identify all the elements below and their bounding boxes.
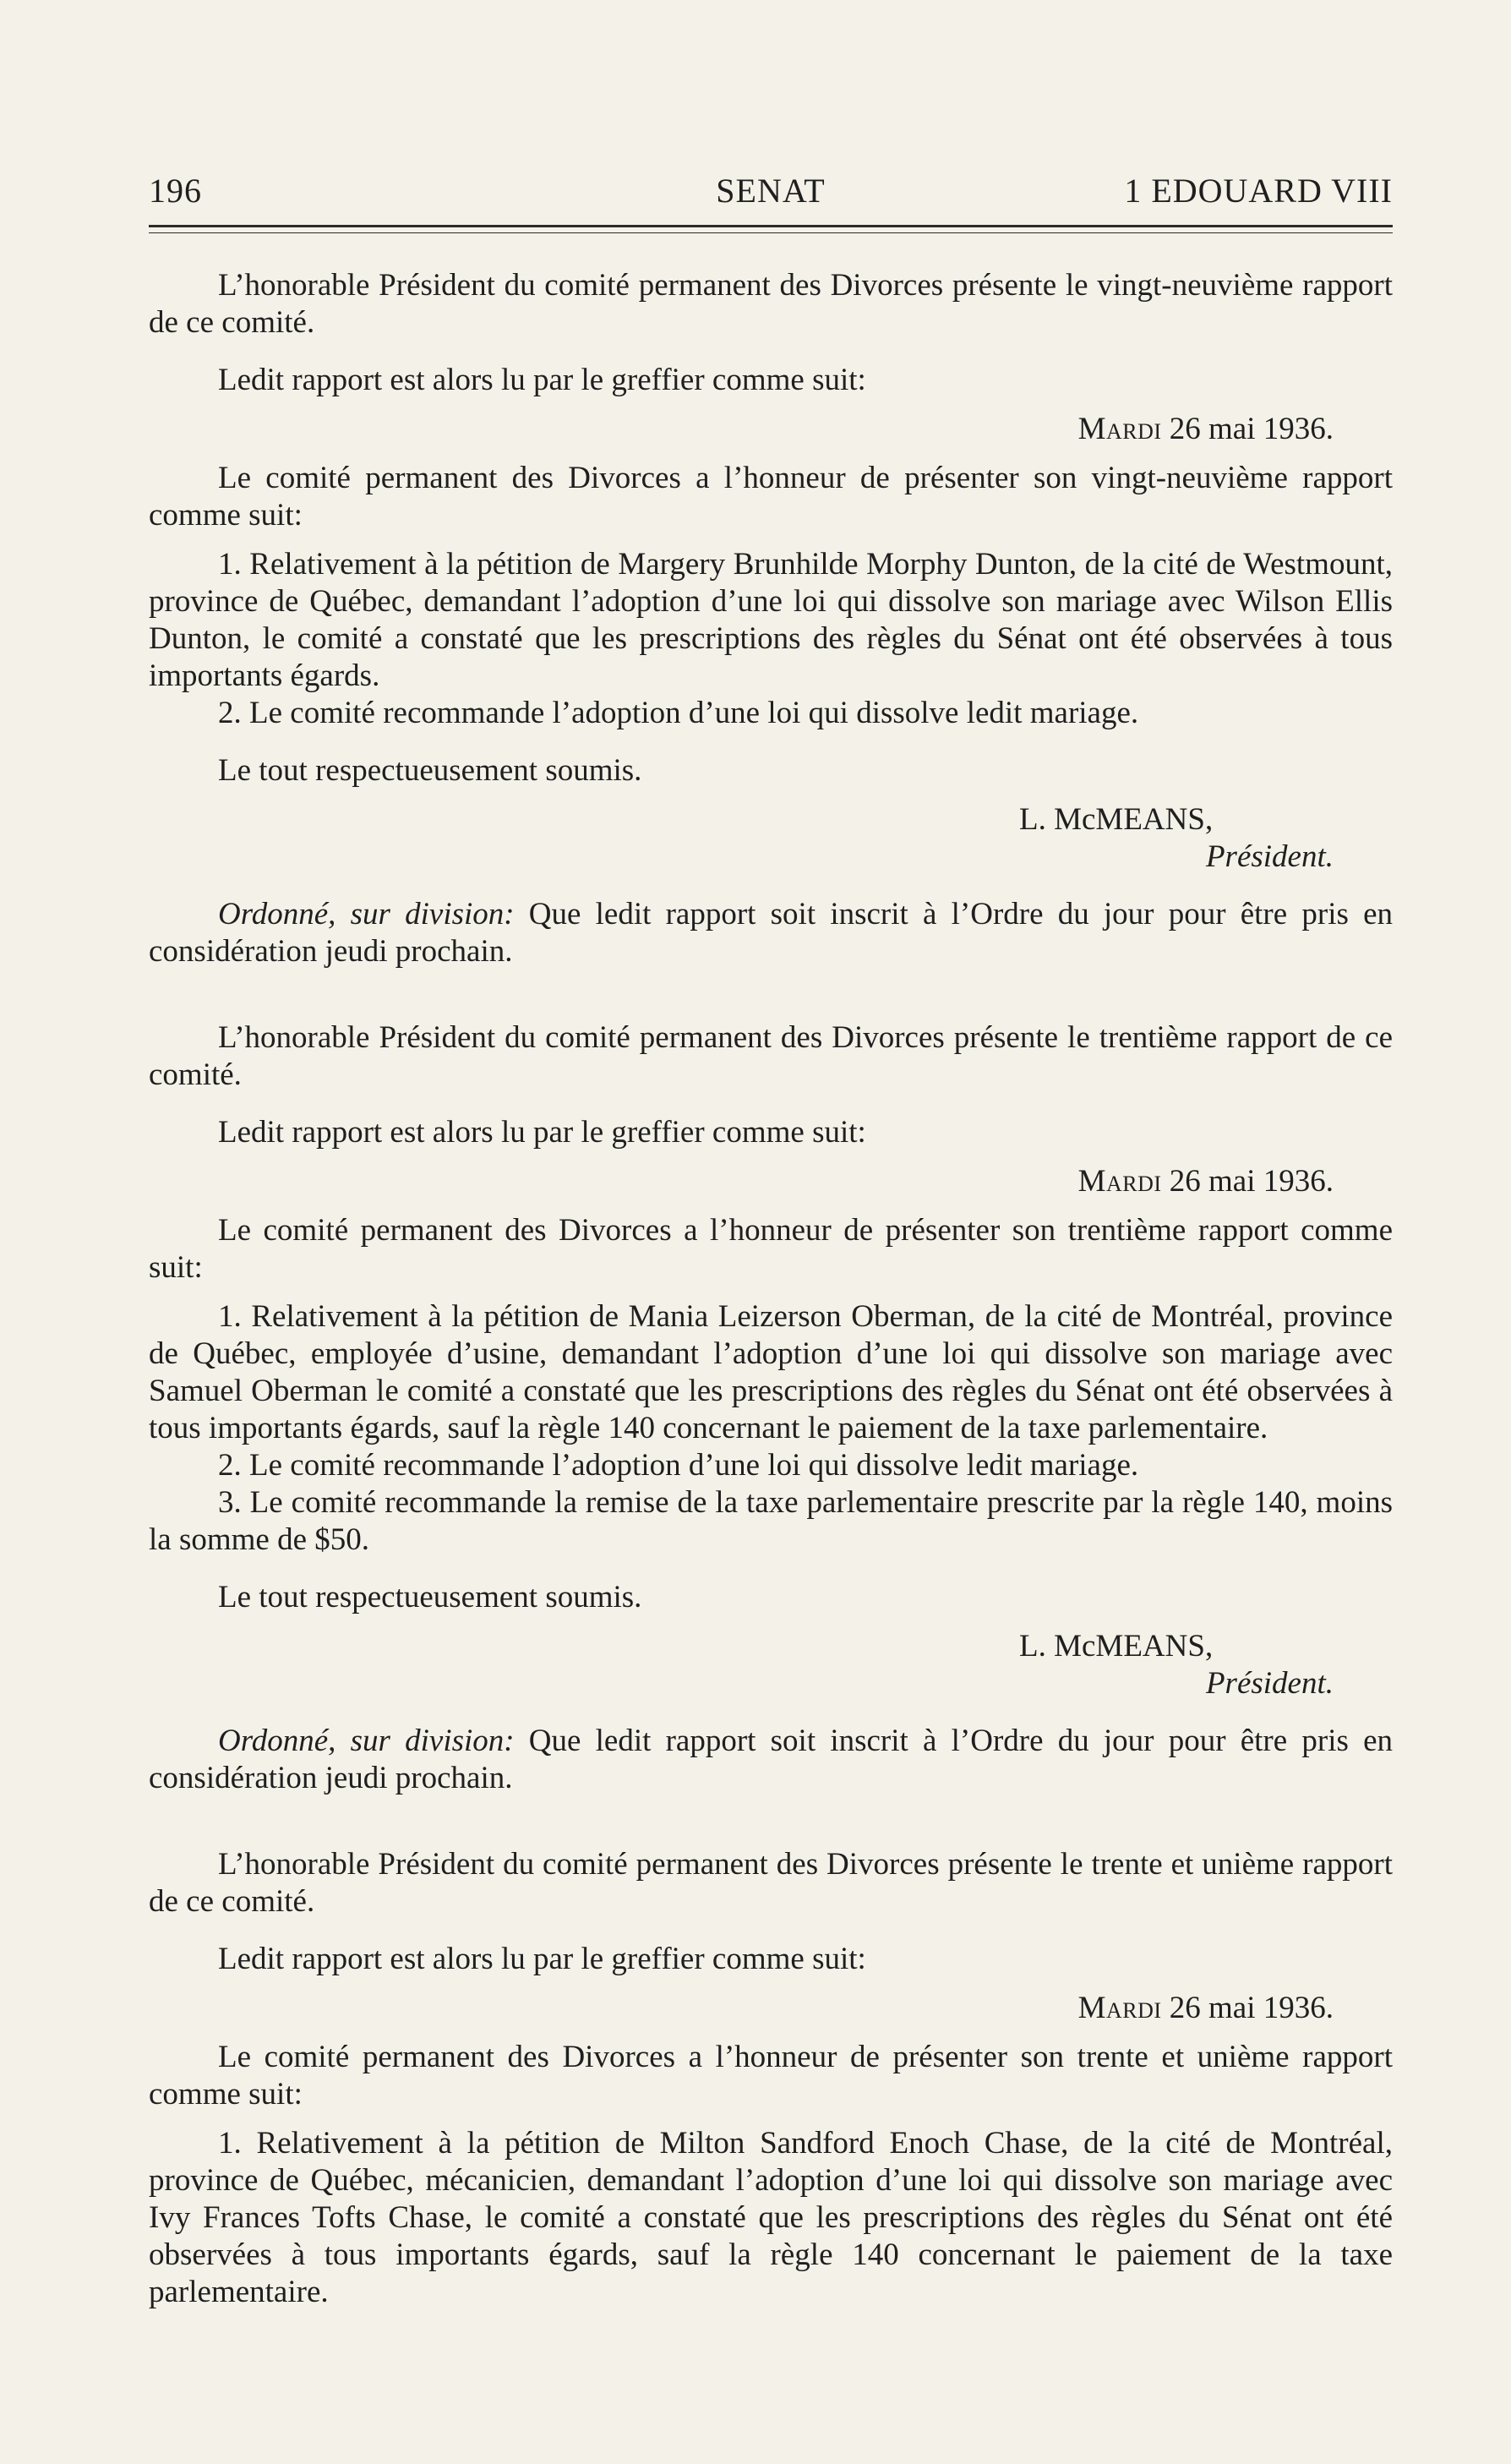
- report-item: 2. Le comité recommande l’adoption d’une loi qui dissolve ledit mariage.: [218, 696, 1139, 730]
- date-day: Mardi: [1077, 412, 1162, 446]
- signature-title: Président.: [1205, 1666, 1334, 1701]
- report-date: [149, 1990, 1334, 2027]
- signature-name: L. McMEANS,: [1019, 802, 1214, 837]
- report-item: 3. Le comité recommande la remise de la taxe parlementaire prescrite par la règle 140, moins la somme de $50.: [149, 1485, 1393, 1557]
- report-section: [149, 1019, 1393, 1797]
- section-intro: L’honorable Président du comité permanent des Divorces présente le vingt-neuvième rapport de ce comité.: [149, 268, 1393, 340]
- report-closing: Le tout respectueusement soumis.: [218, 753, 642, 788]
- section-intro: L’honorable Président du comité permanent des Divorces présente le trente et unième rapport de ce comité.: [149, 1847, 1393, 1919]
- page-header: [149, 161, 1393, 211]
- header-title: SENAT: [716, 172, 826, 210]
- report-date: [149, 411, 1334, 448]
- section-intro: L’honorable Président du comité permanent des Divorces présente le trentième rapport de ce comité.: [149, 1020, 1393, 1092]
- date-rest: 26 mai 1936.: [1161, 1991, 1334, 2025]
- section-read: Ledit rapport est alors lu par le greffier comme suit:: [218, 1942, 866, 1976]
- order-paragraph: [149, 1723, 1393, 1797]
- date-day: Mardi: [1077, 1164, 1162, 1199]
- report-intro: Le comité permanent des Divorces a l’honneur de présenter son vingt-neuvième rapport comme suit:: [149, 461, 1393, 533]
- order-label: Ordonné, sur division:: [218, 897, 515, 932]
- report-item: 1. Relativement à la pétition de Mania Leizerson Oberman, de la cité de Montréal, province de Québec, employée d’usine, demandant l’adoption d’une loi qui dissolve son mariage avec Samuel Oberman le comité a constaté que les prescriptions des règles du Sénat ont été observées à tous importants égards, sauf la règle 140 concernant le paiement de la taxe parlementaire.: [149, 1299, 1393, 1445]
- report-item: 1. Relativement à la pétition de Milton Sandford Enoch Chase, de la cité de Montréal, province de Québec, mécanicien, demandant l’adoption d’une loi qui dissolve son mariage avec Ivy Frances Tofts Chase, le comité a constaté que les prescriptions des règles du Sénat ont été observées à tous importants égards, sauf la règle 140 concernant le paiement de la taxe parlementaire.: [149, 2126, 1393, 2309]
- order-text: Que ledit rapport soit inscrit à l’Ordre du jour pour être pris en considération jeudi prochain.: [149, 897, 1393, 969]
- header-session: 1 EDOUARD VIII: [1124, 172, 1393, 210]
- order-label: Ordonné, sur division:: [218, 1724, 515, 1758]
- header-rule: [149, 225, 1393, 233]
- report-section: [149, 267, 1393, 970]
- date-day: Mardi: [1077, 1991, 1162, 2025]
- signature-title: Président.: [1205, 839, 1334, 874]
- report-item: 2. Le comité recommande l’adoption d’une loi qui dissolve ledit mariage.: [218, 1448, 1139, 1483]
- order-paragraph: [149, 896, 1393, 970]
- report-date: [149, 1163, 1334, 1200]
- section-read: Ledit rapport est alors lu par le greffier comme suit:: [218, 1115, 866, 1150]
- report-intro: Le comité permanent des Divorces a l’honneur de présenter son trentième rapport comme suit:: [149, 1213, 1393, 1285]
- report-intro: Le comité permanent des Divorces a l’honneur de présenter son trente et unième rapport comme suit:: [149, 2040, 1393, 2112]
- order-text: Que ledit rapport soit inscrit à l’Ordre du jour pour être pris en considération jeudi prochain.: [149, 1724, 1393, 1795]
- report-item: 1. Relativement à la pétition de Margery Brunhilde Morphy Dunton, de la cité de Westmount, province de Québec, demandant l’adoption d’une loi qui dissolve son mariage avec Wilson Ellis Dunton, le comité a constaté que les prescriptions des règles du Sénat ont été observées à tous importants égards.: [149, 547, 1393, 693]
- report-closing: Le tout respectueusement soumis.: [218, 1580, 642, 1614]
- date-rest: 26 mai 1936.: [1161, 412, 1334, 446]
- signature-name: L. McMEANS,: [1019, 1629, 1214, 1664]
- page-number: 196: [149, 172, 202, 210]
- date-rest: 26 mai 1936.: [1161, 1164, 1334, 1199]
- section-read: Ledit rapport est alors lu par le greffier comme suit:: [218, 363, 866, 397]
- report-section: [149, 1846, 1393, 2311]
- document-body: [149, 267, 1393, 2311]
